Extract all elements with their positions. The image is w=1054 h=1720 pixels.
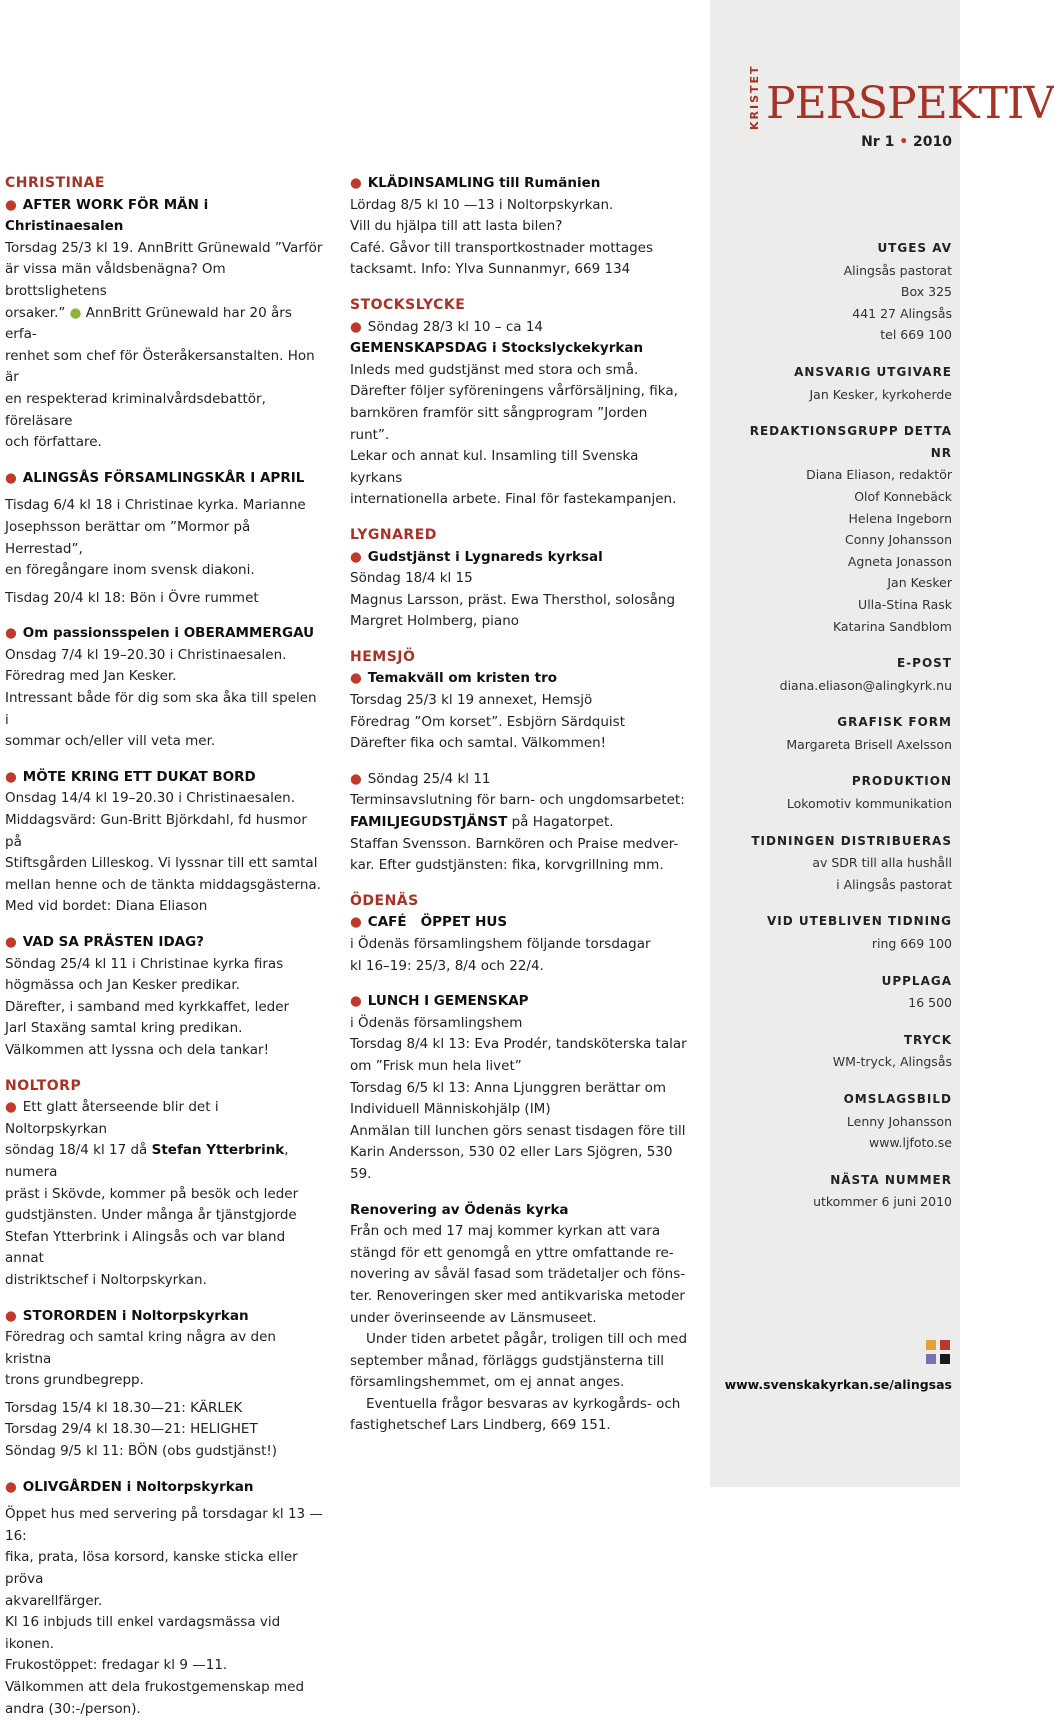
- colophon-label: VID UTEBLIVEN TIDNING: [767, 914, 952, 929]
- colophon-value: Katarina Sandblom: [832, 618, 952, 634]
- text-line: Intressant både för dig som ska åka till spelen i: [5, 690, 317, 728]
- text-line: Stefan Ytterbrink i Alingsås och var bland annat: [5, 1228, 286, 1267]
- bullet-icon: ●: [5, 768, 17, 785]
- colophon-value: Olof Konnebäck: [854, 488, 952, 504]
- text-line: FAMILJEGUDSTJÄNST på Hagatorpet.: [350, 814, 614, 831]
- text-line: Jarl Staxäng samtal kring predikan.: [5, 1020, 243, 1037]
- text-line: en föregångare inom svensk diakoni.: [5, 562, 255, 579]
- text-line: Föredrag ”Om korset”. Esbjörn Särdquist: [350, 713, 626, 730]
- colophon-value: Jan Kesker, kyrkoherde: [809, 386, 952, 402]
- colophon-label: GRAFISK FORM: [837, 715, 952, 730]
- section-stockslycke: STOCKSLYCKE: [350, 296, 466, 313]
- text-line: Individuell Människohjälp (IM): [350, 1101, 551, 1118]
- article-heading: ● Temakväll om kristen tro: [350, 670, 558, 687]
- bullet-icon: ●: [5, 1478, 17, 1495]
- text-line: Onsdag 7/4 kl 19–20.30 i Christinaesalen.: [5, 646, 287, 663]
- text-line: Anmälan till lunchen görs senast tisdagen före till: [350, 1122, 686, 1139]
- colophon-value: Agneta Jonasson: [847, 553, 952, 569]
- colophon-label: TRYCK: [903, 1032, 952, 1047]
- bullet-icon: ●: [5, 625, 17, 642]
- text-line: Torsdag 15/4 kl 18.30—21: KÄRLEK: [5, 1399, 243, 1416]
- text-line: Föredrag med Jan Kesker.: [5, 668, 177, 685]
- email-link[interactable]: diana.eliason@alingkyrk.nu: [779, 677, 952, 693]
- bullet-icon: ●: [350, 670, 362, 687]
- footer-url[interactable]: www.svenskakyrkan.se/alingsas: [724, 1377, 952, 1392]
- text-line: Josephsson berättar om ”Mormor på Herrestad”,: [5, 518, 251, 557]
- text-line: Magnus Larsson, präst. Ewa Thersthol, solosång: [350, 591, 676, 608]
- text-line: renhet som chef för Österåkersanstalten. Hon är: [5, 347, 315, 386]
- colophon-value: Lokomotiv kommunikation: [786, 796, 952, 812]
- text-line: ● Söndag 25/4 kl 11: [350, 770, 491, 787]
- text-line: Frukostöppet: fredagar kl 9 —11.: [5, 1657, 228, 1674]
- colophon-label: PRODUKTION: [851, 774, 952, 789]
- article-heading: Renovering av Ödenäs kyrka: [350, 1201, 569, 1218]
- text-line: Torsdag 6/5 kl 13: Anna Ljunggren berättar om: [350, 1079, 667, 1096]
- colophon-value: Margareta Brisell Axelsson: [786, 736, 952, 752]
- bullet-icon: ●: [350, 175, 362, 191]
- text-line: fika, prata, lösa korsord, kanske sticka eller pröva: [5, 1549, 298, 1588]
- article-farewell: [5, 1097, 323, 1291]
- bullet-icon: ●: [350, 770, 362, 787]
- text-line: Från och med 17 maj kommer kyrkan att vara: [350, 1223, 661, 1240]
- text-line: ter. Renoveringen sker med antikvariska metoder: [350, 1287, 685, 1304]
- text-line: orsaker.” ● AnnBritt Grünewald har 20 års erfa-: [5, 304, 292, 343]
- colophon-value: Helena Ingeborn: [848, 510, 952, 526]
- issue-separator: •: [899, 134, 909, 150]
- colophon-value: 441 27 Alingsås: [852, 305, 952, 321]
- article-lygnared: [350, 547, 690, 633]
- text-line: Karin Andersson, 530 02 eller Lars Sjögren, 530 59.: [350, 1144, 673, 1182]
- text-line: Söndag 9/5 kl 11: BÖN (obs gudstjänst!): [5, 1443, 278, 1460]
- article-heading: GEMENSKAPSDAG i Stockslyckekyrkan: [350, 340, 644, 357]
- article-meeting: [5, 767, 323, 918]
- colophon-label: NÄSTA NUMMER: [830, 1172, 952, 1187]
- text-line: högmässa och Jan Kesker predikar.: [5, 977, 240, 994]
- article-lunch: [350, 991, 690, 1185]
- article-scout: [5, 468, 323, 610]
- text-line: Torsdag 25/3 kl 19 annexet, Hemsjö: [350, 692, 593, 709]
- website-link[interactable]: www.ljfoto.se: [869, 1135, 952, 1151]
- bullet-icon: ●: [350, 548, 362, 565]
- text-line: Därefter följer syföreningens vårförsäljning, fika,: [350, 383, 678, 400]
- text-line: Torsdag 29/4 kl 18.30—21: HELIGHET: [5, 1421, 258, 1438]
- article-heading: ● STORORDEN i Noltorpskyrkan: [5, 1307, 249, 1324]
- article-hemsjo-theme: [350, 668, 690, 754]
- section-noltorp: NOLTORP: [5, 1077, 82, 1094]
- text-line: Staffan Svensson. Barnkören och Praise medver-: [350, 835, 679, 852]
- article-cafe: [350, 912, 690, 977]
- text-line: Torsdag 25/3 kl 19. AnnBritt Grünewald ”Varför: [5, 239, 323, 256]
- colophon-value: Jan Kesker: [887, 575, 952, 591]
- text-line: Söndag 25/4 kl 11 i Christinae kyrka firas: [5, 955, 284, 972]
- text-line: församlingshemmet, om ej annat anges.: [350, 1374, 625, 1391]
- text-line: novering av såväl fasad som trädetaljer och föns-: [350, 1266, 686, 1283]
- text-line: mellan henne och de tänkta middagsgästerna.: [5, 876, 321, 893]
- bullet-icon: ●: [350, 993, 362, 1010]
- text-line: Stiftsgården Lilleskog. Vi lyssnar till ett samtal: [5, 855, 318, 872]
- text-line: Vill du hjälpa till att lasta bilen?: [350, 218, 563, 235]
- masthead-title: PERSPEKTIV: [766, 78, 1054, 129]
- text-line: under överinseende av Länsmuseet.: [350, 1309, 597, 1326]
- text-line: fastighetschef Lars Lindberg, 669 151.: [350, 1417, 611, 1434]
- text-line: september månad, förläggs gudstjänsterna till: [350, 1352, 665, 1369]
- bullet-icon: ●: [5, 196, 17, 213]
- masthead-kristet: KRISTET: [748, 64, 761, 130]
- bullet-icon: ●: [5, 934, 17, 950]
- colophon-value: tel 669 100: [880, 327, 952, 343]
- colophon-label: UPPLAGA: [881, 973, 952, 988]
- colophon: [730, 238, 952, 1213]
- text-line: Välkommen att lyssna och dela tankar!: [5, 1041, 269, 1058]
- colophon-value: Ulla-Stina Rask: [858, 596, 952, 612]
- bullet-icon: ●: [5, 469, 17, 486]
- text-line: trons grundbegrepp.: [5, 1372, 144, 1389]
- text-line: distriktschef i Noltorpskyrkan.: [5, 1271, 207, 1288]
- article-olivgarden: [5, 1477, 323, 1720]
- text-line: Lördag 8/5 kl 10 —13 i Noltorpskyrkan.: [350, 196, 614, 213]
- text-line: en respekterad kriminalvårdsdebattör, föreläsare: [5, 390, 266, 429]
- text-line: kar. Efter gudstjänsten: fika, korvgrillning mm.: [350, 857, 664, 874]
- colophon-label: REDAKTIONSGRUPP DETTA NR: [749, 424, 952, 460]
- text-line: i Ödenäs församlingshem följande torsdagar: [350, 936, 651, 952]
- text-line: präst i Skövde, kommer på besök och leder: [5, 1185, 299, 1202]
- text-line: Tisdag 6/4 kl 18 i Christinae kyrka. Marianne: [5, 497, 306, 514]
- article-afterwork: [5, 195, 323, 454]
- text-line: ● Ett glatt återseende blir det i Noltorpskyrkan: [5, 1099, 219, 1137]
- text-line: Torsdag 8/4 kl 13: Eva Prodér, tandsköterska talar: [350, 1036, 687, 1053]
- text-line: kl 16–19: 25/3, 8/4 och 22/4.: [350, 957, 544, 974]
- colophon-value: Lenny Johansson: [846, 1113, 952, 1129]
- section-lygnared: LYGNARED: [350, 526, 437, 543]
- text-line: gudstjänsten. Under många år tjänstgjorde: [5, 1207, 297, 1224]
- text-line: Café. Gåvor till transportkostnader mottages: [350, 239, 654, 256]
- text-line: akvarellfärger.: [5, 1592, 103, 1609]
- colophon-value: Diana Eliason, redaktör: [806, 467, 952, 483]
- bullet-icon: ●: [5, 1307, 17, 1324]
- article-heading: ● Om passionsspelen i OBERAMMERGAU: [5, 625, 315, 642]
- article-heading: ● LUNCH I GEMENSKAP: [350, 993, 529, 1010]
- article-heading: ● VAD SA PRÄSTEN IDAG?: [5, 934, 205, 950]
- issue-year: 2010: [913, 134, 952, 150]
- masthead: [714, 64, 1054, 156]
- issue-nr: Nr 1: [861, 134, 895, 150]
- bullet-icon: ●: [69, 304, 82, 321]
- colophon-value: Box 325: [900, 284, 952, 300]
- text-line: Öppet hus med servering på torsdagar kl 13 —16:: [5, 1506, 323, 1544]
- text-line: Eventuella frågor besvaras av kyrkogårds- och: [366, 1395, 681, 1412]
- article-passion: [5, 623, 323, 753]
- text-line: Välkommen att dela frukostgemenskap med: [5, 1679, 305, 1695]
- text-line: Tisdag 20/4 kl 18: Bön i Övre rummet: [5, 589, 259, 606]
- text-line: barnkören framför sitt sångprogram ”Jorden runt”.: [350, 404, 648, 443]
- text-line: om ”Frisk mun hela livet”: [350, 1057, 522, 1074]
- text-line: Lekar och annat kul. Insamling till Svenska kyrkans: [350, 448, 639, 486]
- bullet-icon: ●: [350, 914, 362, 931]
- colophon-label: UTGES AV: [877, 241, 952, 255]
- column-left: [5, 173, 323, 1720]
- text-line: internationella arbete. Final för fastekampanjen.: [350, 491, 677, 508]
- text-line: Med vid bordet: Diana Eliason: [5, 898, 208, 915]
- bullet-icon: ●: [5, 1099, 17, 1116]
- text-line: stängd för ett genomgå en yttre omfattande re-: [350, 1244, 674, 1261]
- text-line: Under tiden arbetet pågår, troligen till och med: [366, 1331, 688, 1348]
- text-line: är vissa män våldsbenägna? Om brottslighetens: [5, 261, 226, 299]
- column-middle: [350, 173, 690, 1437]
- article-heading: ● KLÄDINSAMLING till Rumänien: [350, 175, 601, 191]
- colophon-value: 16 500: [908, 995, 952, 1011]
- article-hemsjo-family: [350, 769, 690, 877]
- colophon-value: utkommer 6 juni 2010: [813, 1194, 952, 1210]
- text-line: ● Söndag 28/3 kl 10 – ca 14: [350, 318, 544, 335]
- article-stockslycke: [350, 317, 690, 511]
- text-line: Onsdag 14/4 kl 19–20.30 i Christinaesalen.: [5, 790, 295, 807]
- text-line: andra (30:-/person).: [5, 1700, 141, 1717]
- colophon-label: TIDNINGEN DISTRIBUERAS: [751, 833, 952, 848]
- text-line: i Ödenäs församlingshem: [350, 1014, 523, 1031]
- bullet-icon: ●: [350, 318, 362, 335]
- colophon-label: OMSLAGSBILD: [843, 1092, 952, 1106]
- colophon-value: ring 669 100: [871, 936, 952, 952]
- text-line: Terminsavslutning för barn- och ungdomsarbetet:: [350, 792, 685, 809]
- article-heading: ● CAFÉ ÖPPET HUS: [350, 914, 508, 931]
- article-heading: ● ALINGSÅS FÖRSAMLINGSKÅR I APRIL: [5, 469, 305, 486]
- text-line: söndag 18/4 kl 17 då Stefan Ytterbrink, numera: [5, 1142, 289, 1180]
- article-heading: ● OLIVGÅRDEN i Noltorpskyrkan: [5, 1478, 254, 1495]
- article-clothes: [350, 173, 690, 281]
- colophon-value: Alingsås pastorat: [843, 262, 952, 278]
- section-odenas: ÖDENÄS: [350, 892, 419, 909]
- article-priest: [5, 932, 323, 1062]
- issue-number: [861, 134, 952, 150]
- colophon-value: Conny Johansson: [844, 532, 952, 548]
- text-line: Söndag 18/4 kl 15: [350, 570, 473, 587]
- text-line: Inleds med gudstjänst med stora och små.: [350, 361, 639, 378]
- text-line: Margret Holmberg, piano: [350, 613, 520, 630]
- text-line: tacksamt. Info: Ylva Sunnanmyr, 669 134: [350, 261, 631, 278]
- colophon-value: av SDR till alla hushåll: [812, 855, 952, 871]
- article-heading: ● AFTER WORK FÖR MÄN i Christinaesalen: [5, 196, 209, 235]
- colophon-value: i Alingsås pastorat: [836, 876, 952, 892]
- section-christinae: CHRISTINAE: [5, 175, 105, 191]
- text-line: Kl 16 inbjuds till enkel vardagsmässa vid ikonen.: [5, 1614, 281, 1652]
- church-logo-icon: [926, 1340, 954, 1368]
- article-renovation: [350, 1200, 690, 1438]
- text-line: Därefter, i samband med kyrkkaffet, leder: [5, 998, 290, 1015]
- article-heading: ● MÖTE KRING ETT DUKAT BORD: [5, 768, 256, 785]
- article-strorden: [5, 1306, 323, 1463]
- text-line: Föredrag och samtal kring några av den kristna: [5, 1329, 276, 1367]
- text-line: sommar och/eller vill veta mer.: [5, 733, 216, 750]
- text-line: Middagsvärd: Gun-Britt Björkdahl, fd husmor på: [5, 812, 307, 850]
- colophon-value: WM-tryck, Alingsås: [832, 1054, 952, 1070]
- text-line: Därefter fika och samtal. Välkommen!: [350, 735, 607, 752]
- article-heading: ● Gudstjänst i Lygnareds kyrksal: [350, 548, 603, 565]
- colophon-label: E-POST: [896, 656, 952, 671]
- section-hemsjo: HEMSJÖ: [350, 648, 416, 665]
- text-line: och författare.: [5, 434, 102, 451]
- colophon-label: ANSVARIG UTGIVARE: [794, 364, 952, 379]
